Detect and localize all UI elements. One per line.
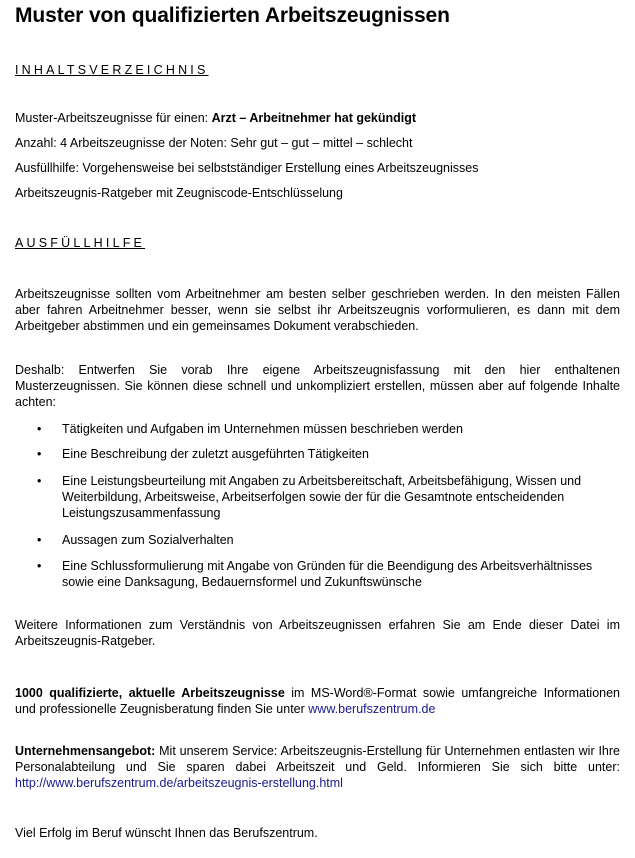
toc-line-profession	[15, 111, 416, 125]
bullet-icon: •	[37, 559, 42, 573]
toc-heading: INHALTSVERZEICHNIS	[15, 63, 209, 77]
bullet-icon: •	[37, 447, 42, 461]
offer-paragraph	[15, 685, 620, 717]
toc-line-profession-bold: Arzt – Arbeitnehmer hat gekündigt	[211, 111, 417, 125]
document-title: Muster von qualifizierten Arbeitszeugnissen	[15, 4, 450, 27]
list-item-text: Eine Schlussformulierung mit Angabe von Gründen für die Beendigung des Arbeitsverhältnisses sowie eine Danksagung, Bedauernsformel und Zukunftswünsche	[62, 559, 593, 589]
list-item-text: Aussagen zum Sozialverhalten	[62, 533, 234, 547]
bullet-icon: •	[37, 474, 42, 488]
toc-line-guide: Arbeitszeugnis-Ratgeber mit Zeugniscode-Entschlüsselung	[15, 186, 343, 200]
company-link[interactable]: http://www.berufszentrum.de/arbeitszeugnis-erstellung.html	[15, 776, 343, 790]
toc-line-count: Anzahl: 4 Arbeitszeugnisse der Noten: Sehr gut – gut – mittel – schlecht	[15, 136, 413, 150]
toc-line-profession-prefix: Muster-Arbeitszeugnisse für einen:	[15, 111, 212, 125]
offer-bold-lead: 1000 qualifizierte, aktuelle Arbeitszeugnisse	[15, 686, 285, 700]
list-item-text: Eine Beschreibung der zuletzt ausgeführten Tätigkeiten	[62, 447, 369, 461]
offer-text: im MS-Word®-Format sowie umfangreiche Informationen und professionelle Zeugnisberatung finden Sie unter	[15, 686, 621, 716]
bullet-icon: •	[37, 533, 42, 547]
help-heading: AUSFÜLLHILFE	[15, 236, 146, 250]
list-item-text: Tätigkeiten und Aufgaben im Unternehmen müssen beschrieben werden	[62, 422, 463, 436]
company-bold-lead: Unternehmensangebot:	[15, 744, 156, 758]
help-paragraph-1: Arbeitszeugnisse sollten vom Arbeitnehmer am besten selber geschrieben werden. In den meisten Fällen aber fahren Arbeitnehmer besser, wenn sie selbst ihr Arbeitszeugnis vorformulieren, es dann mit dem Arbeitgeber abstimmen und ein gemeinsames Dokument verabschieden.	[15, 287, 620, 333]
bullet-icon: •	[37, 422, 42, 436]
closing-line: Viel Erfolg im Beruf wünscht Ihnen das Berufszentrum.	[15, 826, 318, 840]
list-item-text: Eine Leistungsbeurteilung mit Angaben zu Arbeitsbereitschaft, Arbeitsbefähigung, Wissen und Weiterbildung, Arbeitsweise, Arbeitserfolgen sowie der für die Gesamtnote entscheidenden Leistungszusammenfassung	[62, 474, 582, 520]
toc-line-help: Ausfüllhilfe: Vorgehensweise bei selbstständiger Erstellung eines Arbeitszeugnisses	[15, 161, 479, 175]
offer-link[interactable]: www.berufszentrum.de	[308, 702, 436, 716]
company-text: Mit unserem Service: Arbeitszeugnis-Erstellung für Unternehmen entlasten wir Ihre Personalabteilung und Sie sparen dabei Arbeitszeit und Geld. Informieren Sie sich bitte unter:	[15, 744, 620, 774]
help-paragraph-2: Deshalb: Entwerfen Sie vorab Ihre eigene Arbeitszeugnisfassung mit den hier enthaltenen Musterzeugnissen. Sie können diese schnell und unkompliziert erstellen, müssen aber auf folgende Inhalte achten:	[15, 363, 620, 409]
help-paragraph-3: Weitere Informationen zum Verständnis von Arbeitszeugnissen erfahren Sie am Ende dieser Datei im Arbeitszeugnis-Ratgeber.	[15, 618, 620, 648]
company-paragraph	[15, 743, 620, 791]
